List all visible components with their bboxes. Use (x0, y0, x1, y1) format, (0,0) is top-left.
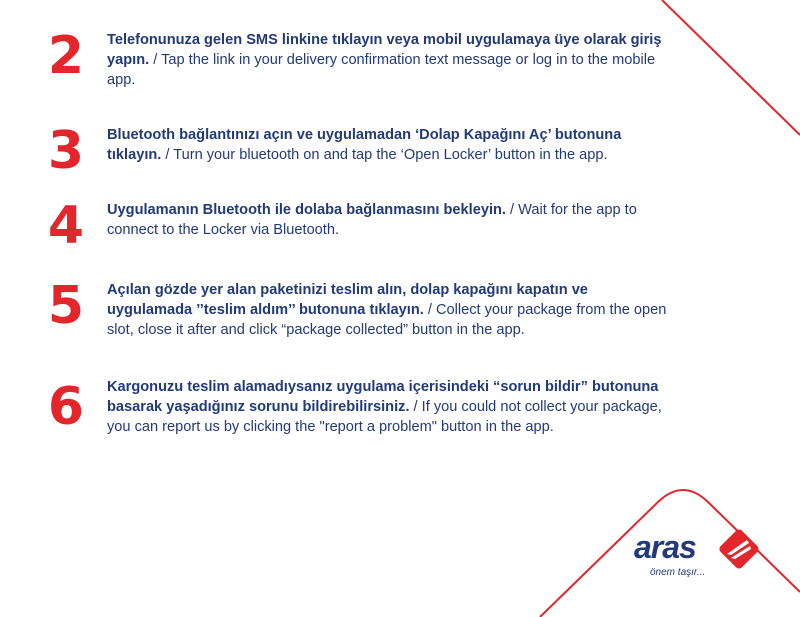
step-text-turkish: Bluetooth bağlantınızı açın ve uygulamadan ‘Dolap Kapağını Aç’ butonuna tıklayın. (107, 127, 622, 163)
step-text-turkish: Açılan gözde yer alan paketinizi teslim alın, dolap kapağını kapatın ve uygulamada ’’teslim aldım’’ butonuna tıklayın. (107, 282, 588, 318)
step-text-english: / If you could not collect your package, you can report us by clicking the "report a problem" button in the app. (107, 399, 662, 435)
step-text (107, 200, 667, 240)
step-text-turkish: Uygulamanın Bluetooth ile dolaba bağlanmasını bekleyin. (107, 202, 506, 218)
aras-logo (632, 524, 772, 584)
step-number: 5 (47, 276, 85, 336)
brand-wordmark: aras (634, 529, 696, 565)
step-text (107, 30, 667, 90)
step-number: 4 (47, 196, 85, 256)
step-text-english: / Turn your bluetooth on and tap the ‘Open Locker’ button in the app. (161, 147, 608, 163)
step-number: 3 (47, 121, 85, 181)
step-text-turkish: Telefonunuza gelen SMS linkine tıklayın veya mobil uygulamaya üye olarak giriş yapın. (107, 32, 662, 68)
step-text-english: / Collect your package from the open slot, close it after and click “package collected” button in the app. (107, 302, 667, 338)
step-text (107, 125, 667, 165)
step-text-turkish: Kargonuzu teslim alamadıysanız uygulama içerisindeki “sorun bildir” butonuna basarak yaşadığınız sorunu bildirebilirsiniz. (107, 379, 659, 415)
step-text-english: / Tap the link in your delivery confirmation text message or log in to the mobile app. (107, 52, 656, 88)
step-number: 6 (47, 377, 85, 437)
brand-slogan: önem taşır... (650, 567, 706, 578)
step-number: 2 (47, 26, 85, 86)
step-text (107, 280, 667, 340)
aras-logo-icon (718, 528, 760, 570)
step-text (107, 377, 667, 437)
step-text-english: / Wait for the app to connect to the Locker via Bluetooth. (107, 202, 637, 238)
